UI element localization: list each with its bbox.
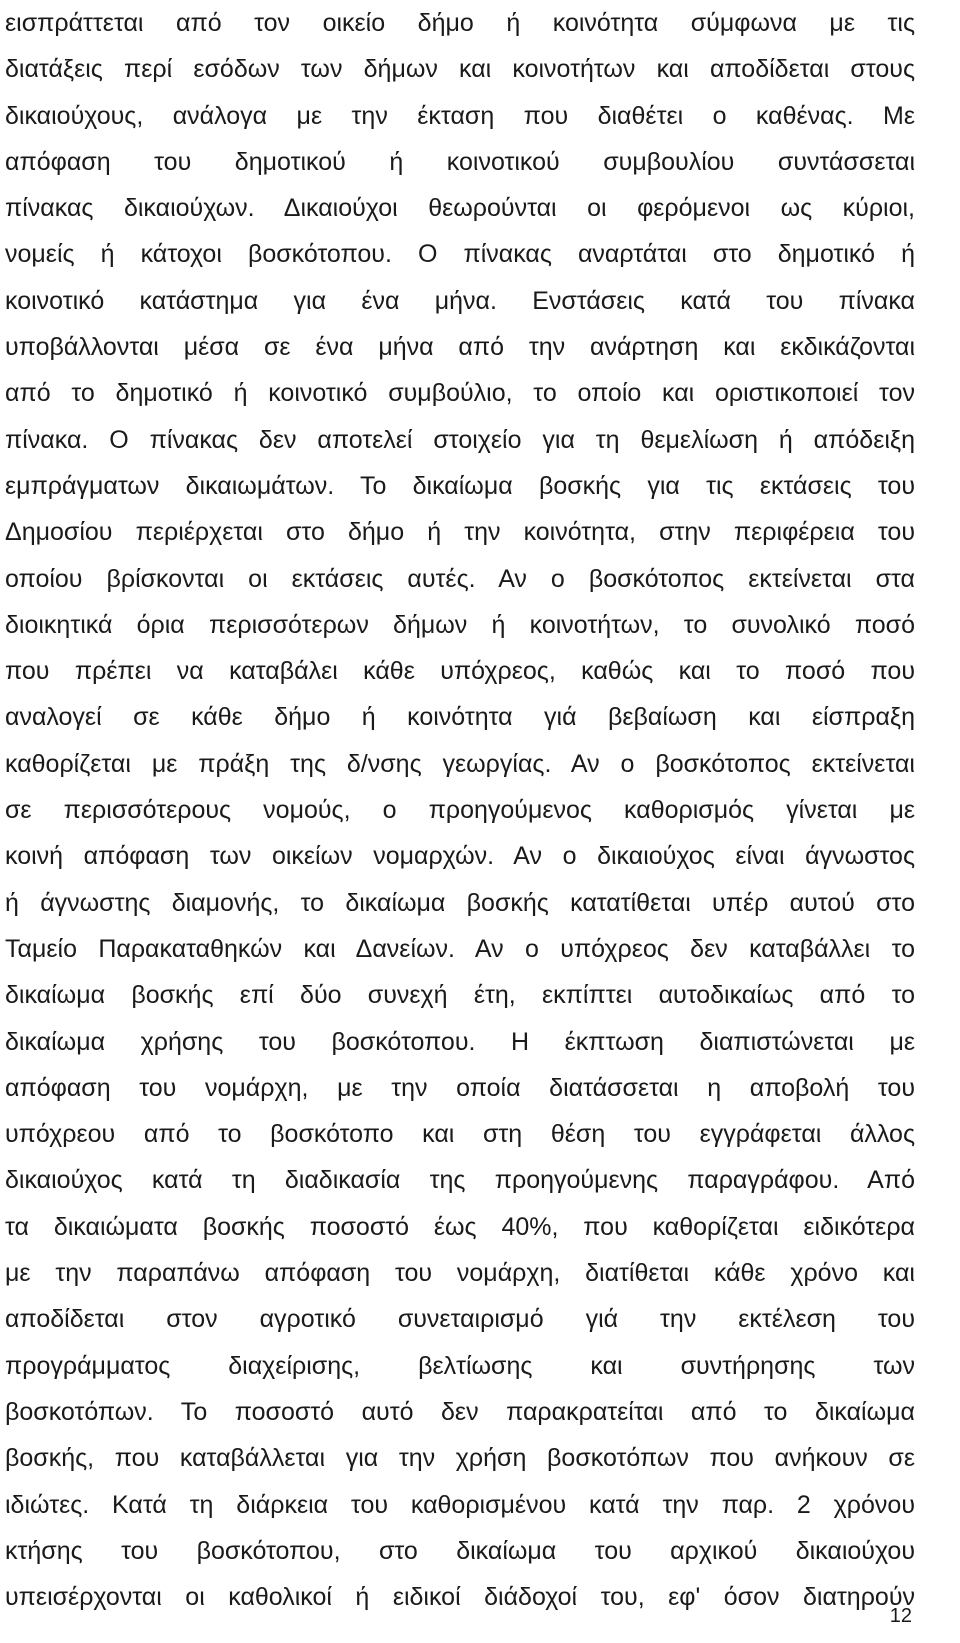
page-number: 12 [889, 1605, 912, 1627]
text-line: βοσκής, που καταβάλλεται για την χρήση βοσκοτόπων που ανήκουν σε [5, 1444, 915, 1473]
text-line: οποίου βρίσκονται οι εκτάσεις αυτές. Αν ο βοσκότοπος εκτείνεται στα [5, 564, 915, 593]
text-line: με την παραπάνω απόφαση του νομάρχη, διατίθεται κάθε χρόνο και [5, 1259, 915, 1288]
text-line: διατάξεις περί εσόδων των δήμων και κοινοτήτων και αποδίδεται στους [5, 55, 915, 84]
text-line: απόφαση του δημοτικού ή κοινοτικού συμβουλίου συντάσσεται [5, 147, 915, 176]
text-line: που πρέπει να καταβάλει κάθε υπόχρεος, καθώς και το ποσό που [5, 657, 915, 686]
text-line: εμπράγματων δικαιωμάτων. Το δικαίωμα βοσκής για τις εκτάσεις του [5, 471, 915, 500]
text-line: ή άγνωστης διαμονής, το δικαίωμα βοσκής κατατίθεται υπέρ αυτού στο [5, 888, 915, 917]
text-line: τα δικαιώματα βοσκής ποσοστό έως 40%, που καθορίζεται ειδικότερα [5, 1212, 915, 1241]
text-line: αποδίδεται στον αγροτικό συνεταιρισμό γιά την εκτέλεση του [5, 1305, 915, 1334]
text-line: αναλογεί σε κάθε δήμο ή κοινότητα γιά βεβαίωση και είσπραξη [5, 703, 915, 732]
body-text [5, 0, 915, 1620]
text-line: κοινοτικό κατάστημα για ένα μήνα. Ενστάσεις κατά του πίνακα [5, 286, 915, 315]
text-line: απόφαση του νομάρχη, με την οποία διατάσσεται η αποβολή του [5, 1073, 915, 1102]
text-line: υπόχρεου από το βοσκότοπο και στη θέση του εγγράφεται άλλος [5, 1120, 915, 1149]
text-line: βοσκοτόπων. Το ποσοστό αυτό δεν παρακρατείται από το δικαίωμα [5, 1397, 915, 1426]
text-line: προγράμματος διαχείρισης, βελτίωσης και συντήρησης των [5, 1351, 915, 1380]
text-line: νομείς ή κάτοχοι βοσκότοπου. Ο πίνακας αναρτάται στο δημοτικό ή [5, 240, 915, 269]
text-line: ιδιώτες. Κατά τη διάρκεια του καθορισμένου κατά την παρ. 2 χρόνου [5, 1490, 915, 1519]
text-line: από το δημοτικό ή κοινοτικό συμβούλιο, το οποίο και οριστικοποιεί τον [5, 379, 915, 408]
text-line: δικαίωμα βοσκής επί δύο συνεχή έτη, εκπίπτει αυτοδικαίως από το [5, 981, 915, 1010]
text-line: σε περισσότερους νομούς, ο προηγούμενος καθορισμός γίνεται με [5, 796, 915, 825]
text-line: υποβάλλονται μέσα σε ένα μήνα από την ανάρτηση και εκδικάζονται [5, 333, 915, 362]
text-line: υπεισέρχονται οι καθολικοί ή ειδικοί διάδοχοί του, εφ' όσον διατηρούν [5, 1583, 915, 1612]
text-line: διοικητικά όρια περισσότερων δήμων ή κοινοτήτων, το συνολικό ποσό [5, 610, 915, 639]
text-line: δικαιούχους, ανάλογα με την έκταση που διαθέτει ο καθένας. Με [5, 101, 915, 130]
text-line: πίνακας δικαιούχων. Δικαιούχοι θεωρούνται οι φερόμενοι ως κύριοι, [5, 194, 915, 223]
text-line: κτήσης του βοσκότοπου, στο δικαίωμα του αρχικού δικαιούχου [5, 1536, 915, 1565]
text-line: πίνακα. Ο πίνακας δεν αποτελεί στοιχείο για τη θεμελίωση ή απόδειξη [5, 425, 915, 454]
text-line: εισπράττεται από τον οικείο δήμο ή κοινότητα σύμφωνα με τις [5, 9, 915, 37]
text-line: Ταμείο Παρακαταθηκών και Δανείων. Αν ο υπόχρεος δεν καταβάλλει το [5, 934, 915, 963]
text-line: δικαίωμα χρήσης του βοσκότοπου. Η έκπτωση διαπιστώνεται με [5, 1027, 915, 1056]
text-line: δικαιούχος κατά τη διαδικασία της προηγούμενης παραγράφου. Από [5, 1166, 915, 1195]
text-line: κοινή απόφαση των οικείων νομαρχών. Αν ο δικαιούχος είναι άγνωστος [5, 842, 915, 871]
text-line: καθορίζεται με πράξη της δ/νσης γεωργίας. Αν ο βοσκότοπος εκτείνεται [5, 749, 915, 778]
text-line: Δημοσίου περιέρχεται στο δήμο ή την κοινότητα, στην περιφέρεια του [5, 518, 915, 547]
